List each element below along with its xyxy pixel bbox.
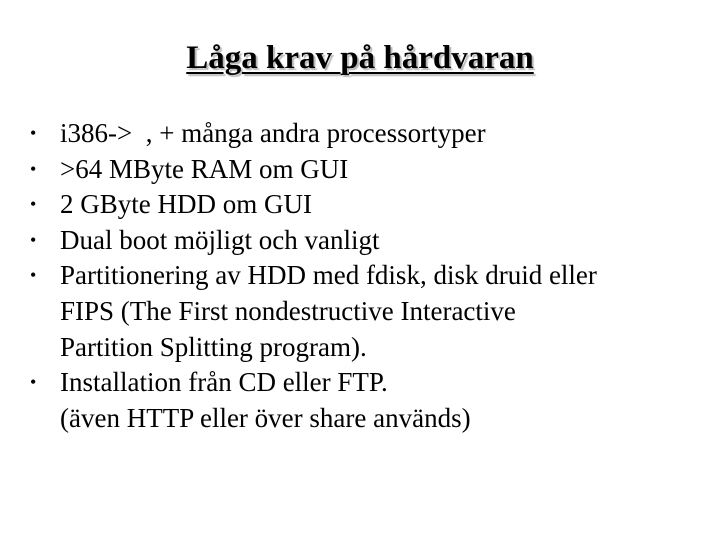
bullet-line: Partitionering av HDD med fdisk, disk druid eller [60,260,597,291]
bullet-icon: • [30,123,37,143]
bullet-item [22,258,712,365]
bullet-line: FIPS (The First nondestructive Interactive [60,295,516,326]
bullet-item [22,116,712,152]
bullet-icon: • [30,194,37,215]
bullet-item [22,365,712,436]
slide-title: Låga krav på hårdvaran [186,40,534,76]
bullet-line: Dual boot möjligt och vanligt [60,224,380,255]
bullet-icon: • [30,229,37,250]
bullet-text [60,187,712,223]
bullet-text [60,223,712,259]
bullet-text [60,258,712,365]
bullet-line: 2 GByte HDD om GUI [60,189,312,220]
bullet-item [22,223,712,259]
bullet-line: Installation från CD eller FTP. [60,367,388,398]
bullet-line: i386-> , + många andra processortyper [60,118,486,148]
bullet-icon: • [30,372,37,393]
bullet-list [22,116,712,436]
bullet-item [22,152,712,188]
bullet-text [60,365,712,436]
bullet-icon: • [30,265,37,286]
bullet-item [22,187,712,223]
bullet-text [60,152,712,188]
bullet-line: Partition Splitting program). [60,331,367,362]
bullet-line: (även HTTP eller över share används) [60,402,471,433]
bullet-text [60,116,712,152]
bullet-line: >64 MByte RAM om GUI [60,153,349,184]
bullet-icon: • [30,158,37,179]
